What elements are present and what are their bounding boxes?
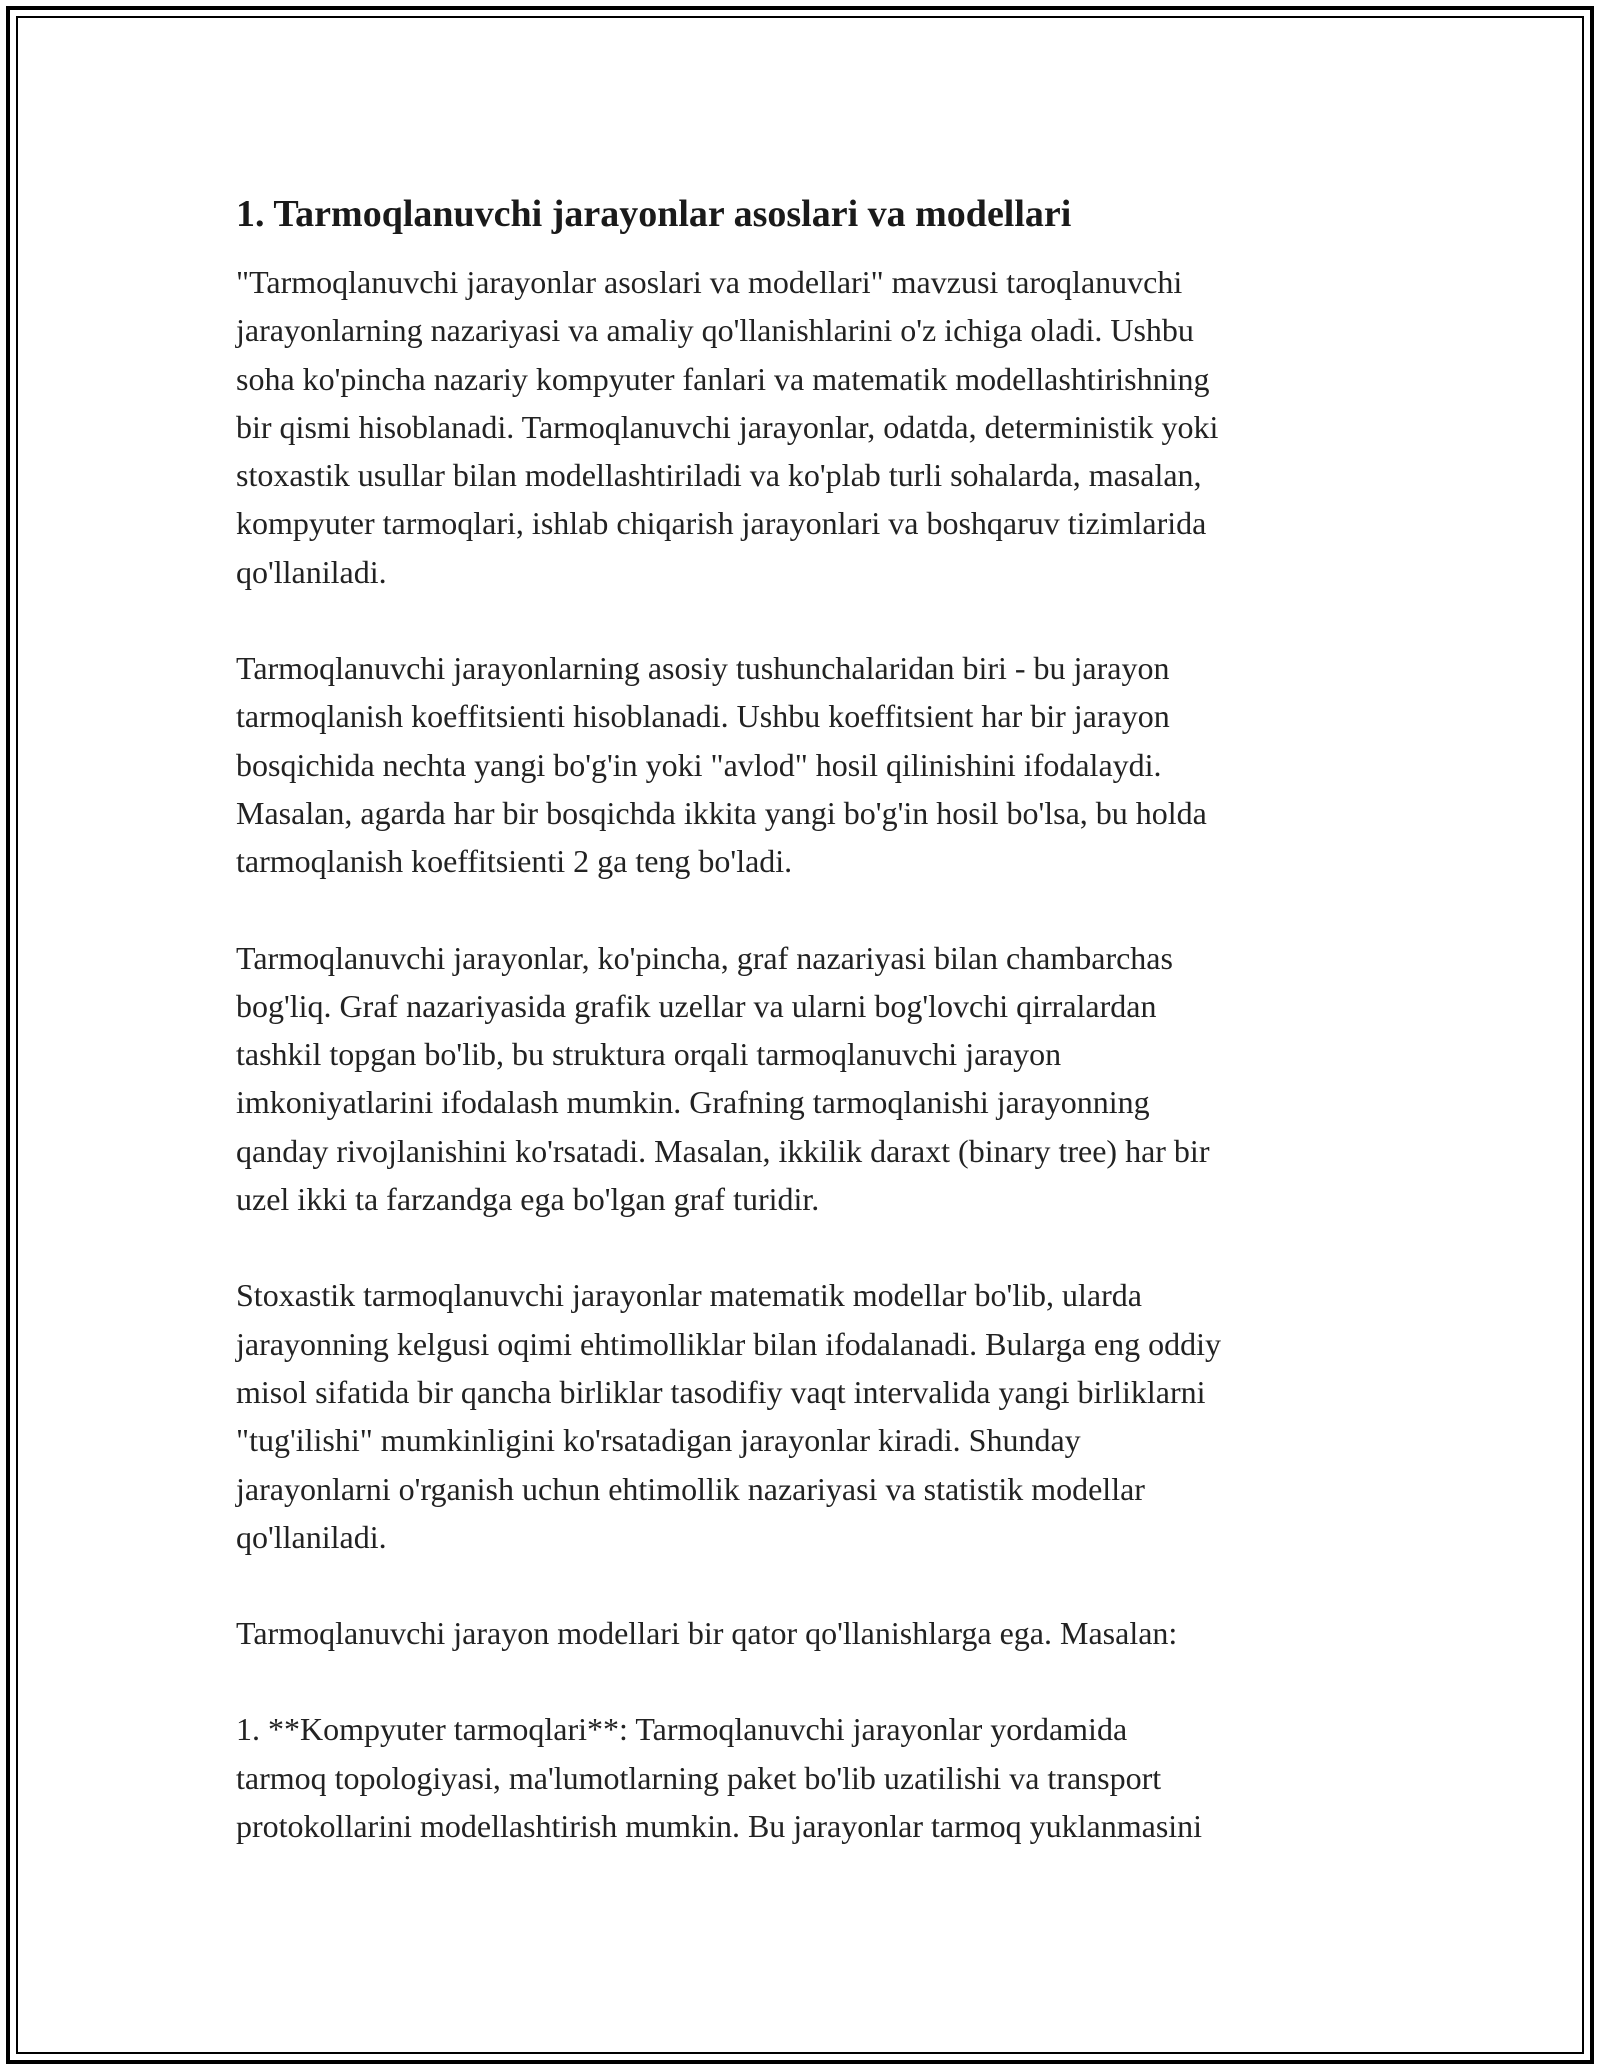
paragraph-line: stoxastik usullar bilan modellashtiriladi va ko'plab turli sohalarda, masalan, — [236, 457, 1202, 494]
paragraph-line: jarayonlarni o'rganish uchun ehtimollik nazariyasi va statistik modellar — [236, 1470, 1145, 1507]
paragraph-line: misol sifatida bir qancha birliklar tasodifiy vaqt intervalida yangi birliklarni — [236, 1373, 1206, 1410]
paragraph-applications-intro — [236, 1609, 1396, 1657]
paragraph-line: qo'llaniladi. — [236, 553, 387, 590]
paragraph-line: jarayonning kelgusi oqimi ehtimolliklar bilan ifodalanadi. Bularga eng oddiy — [236, 1325, 1221, 1362]
paragraph-branching-coefficient — [236, 644, 1396, 885]
paragraph-line: uzel ikki ta farzandga ega bo'lgan graf turidir. — [236, 1181, 820, 1218]
section-heading: 1. Tarmoqlanuvchi jarayonlar asoslari va modellari — [236, 193, 1072, 235]
paragraph-line: kompyuter tarmoqlari, ishlab chiqarish jarayonlari va boshqaruv tizimlarida — [236, 505, 1207, 542]
list-item-computer-networks — [236, 1705, 1396, 1850]
paragraph-line: bog'liq. Graf nazariyasida grafik uzellar va ularni bog'lovchi qirralardan — [236, 987, 1157, 1024]
paragraph-line: tarmoqlanish koeffitsienti hisoblanadi. Ushbu koeffitsient har bir jarayon — [236, 698, 1170, 735]
paragraph-line: protokollarini modellashtirish mumkin. Bu jarayonlar tarmoq yuklanmasini — [236, 1808, 1203, 1845]
paragraph-line: Tarmoqlanuvchi jarayon modellari bir qator qo'llanishlarga ega. Masalan: — [236, 1615, 1178, 1652]
paragraph-line: soha ko'pincha nazariy kompyuter fanlari va matematik modellashtirishning — [236, 360, 1210, 397]
paragraph-line: tarmoq topologiyasi, ma'lumotlarning paket bo'lib uzatilishi va transport — [236, 1759, 1162, 1796]
paragraph-line: qanday rivojlanishini ko'rsatadi. Masalan, ikkilik daraxt (binary tree) har bir — [236, 1132, 1210, 1169]
paragraph-line: bir qismi hisoblanadi. Tarmoqlanuvchi jarayonlar, odatda, deterministik yoki — [236, 408, 1219, 445]
paragraph-line: 1. **Kompyuter tarmoqlari**: Tarmoqlanuvchi jarayonlar yordamida — [236, 1711, 1128, 1748]
paragraph-line: Tarmoqlanuvchi jarayonlar, ko'pincha, graf nazariyasi bilan chambarchas — [236, 939, 1173, 976]
paragraph-stochastic — [236, 1271, 1396, 1561]
paragraph-graph-theory — [236, 934, 1396, 1224]
paragraph-intro — [236, 258, 1396, 596]
paragraph-line: "Tarmoqlanuvchi jarayonlar asoslari va modellari" mavzusi taroqlanuvchi — [236, 264, 1183, 300]
paragraph-line: tarmoqlanish koeffitsienti 2 ga teng bo'ladi. — [236, 843, 793, 880]
paragraph-line: tashkil topgan bo'lib, bu struktura orqali tarmoqlanuvchi jarayon — [236, 1036, 1062, 1073]
paragraph-line: "tug'ilishi" mumkinligini ko'rsatadigan jarayonlar kiradi. Shunday — [236, 1422, 1081, 1459]
document-body — [236, 188, 1396, 1898]
paragraph-line: qo'llaniladi. — [236, 1518, 387, 1555]
paragraph-line: Tarmoqlanuvchi jarayonlarning asosiy tushunchalaridan biri - bu jarayon — [236, 650, 1170, 687]
paragraph-line: Stoxastik tarmoqlanuvchi jarayonlar matematik modellar bo'lib, ularda — [236, 1277, 1142, 1314]
paragraph-line: imkoniyatlarini ifodalash mumkin. Grafning tarmoqlanishi jarayonning — [236, 1084, 1150, 1121]
paragraph-line: jarayonlarning nazariyasi va amaliy qo'llanishlarini o'z ichiga oladi. Ushbu — [236, 312, 1194, 349]
paragraph-line: bosqichida nechta yangi bo'g'in yoki "avlod" hosil qilinishini ifodalaydi. — [236, 746, 1162, 783]
paragraph-line: Masalan, agarda har bir bosqichda ikkita yangi bo'g'in hosil bo'lsa, bu holda — [236, 794, 1207, 831]
